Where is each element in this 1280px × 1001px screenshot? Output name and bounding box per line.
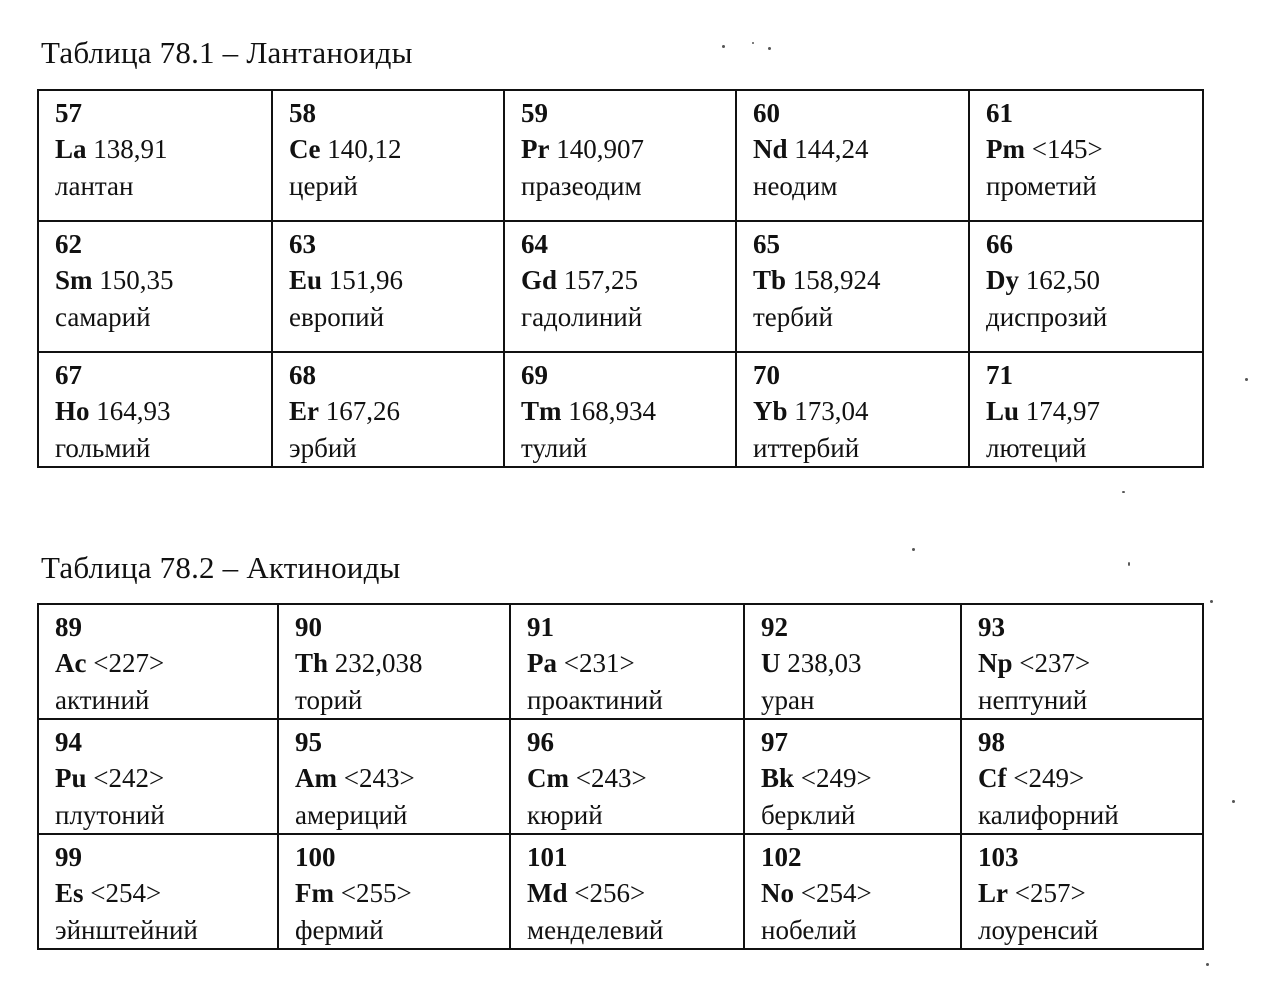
element-cell <box>38 834 278 949</box>
element-cell <box>736 221 969 352</box>
atomic-number: 68 <box>289 360 316 390</box>
symbol-mass-line <box>753 262 968 299</box>
element-name: лоуренсий <box>978 915 1099 945</box>
element-name: иттербий <box>753 433 860 463</box>
atomic-mass: 158,924 <box>792 265 881 295</box>
element-symbol: Sm <box>55 265 93 295</box>
element-cell <box>744 604 961 719</box>
element-name: берклий <box>761 800 856 830</box>
atomic-mass: <231> <box>563 648 635 678</box>
element-name: тулий <box>521 433 588 463</box>
symbol-mass-line <box>978 760 1202 797</box>
atomic-number: 63 <box>289 229 316 259</box>
scan-speck <box>1206 963 1209 966</box>
atomic-number: 92 <box>761 612 788 642</box>
atomic-mass: 140,907 <box>556 134 644 164</box>
element-symbol: Eu <box>289 265 323 295</box>
element-cell <box>969 352 1203 467</box>
element-symbol: Tb <box>753 265 787 295</box>
atomic-mass: 144,24 <box>794 134 869 164</box>
element-cell <box>38 90 272 221</box>
element-symbol: Pm <box>986 134 1025 164</box>
atomic-mass: <249> <box>800 763 872 793</box>
atomic-number: 102 <box>761 842 802 872</box>
element-name: фермий <box>295 915 384 945</box>
scan-speck <box>1210 600 1213 603</box>
atomic-mass: 174,97 <box>1025 396 1101 426</box>
atomic-number: 61 <box>986 98 1013 128</box>
element-symbol: Lr <box>978 878 1008 908</box>
element-name: эйнштейний <box>55 915 198 945</box>
element-symbol: Ho <box>55 396 90 426</box>
scan-speck <box>768 47 771 50</box>
element-name: америций <box>295 800 408 830</box>
atomic-mass: <255> <box>340 878 412 908</box>
symbol-mass-line <box>55 760 277 797</box>
atomic-number: 94 <box>55 727 82 757</box>
element-cell <box>736 90 969 221</box>
symbol-mass-line <box>55 645 277 682</box>
element-cell <box>272 221 504 352</box>
element-symbol: Ce <box>289 134 321 164</box>
element-name: кюрий <box>527 800 603 830</box>
element-cell <box>504 90 736 221</box>
actinides-table <box>37 603 1204 950</box>
atomic-mass: <237> <box>1019 648 1091 678</box>
symbol-mass-line <box>289 131 503 168</box>
element-cell <box>272 90 504 221</box>
atomic-mass: 168,934 <box>568 396 656 426</box>
table-row <box>38 221 1203 352</box>
symbol-mass-line <box>753 131 968 168</box>
atomic-mass: 173,04 <box>794 396 869 426</box>
symbol-mass-line <box>986 262 1202 299</box>
table-row <box>38 604 1203 719</box>
atomic-mass: <249> <box>1013 763 1085 793</box>
element-cell <box>38 221 272 352</box>
element-symbol: Yb <box>753 396 788 426</box>
atomic-number: 95 <box>295 727 322 757</box>
element-symbol: Am <box>295 763 337 793</box>
element-name: самарий <box>55 302 151 332</box>
atomic-number: 96 <box>527 727 554 757</box>
element-name: нобелий <box>761 915 857 945</box>
element-cell <box>504 352 736 467</box>
symbol-mass-line <box>761 760 960 797</box>
element-cell <box>736 352 969 467</box>
atomic-number: 66 <box>986 229 1013 259</box>
atomic-number: 58 <box>289 98 316 128</box>
atomic-number: 62 <box>55 229 82 259</box>
symbol-mass-line <box>978 645 1202 682</box>
element-symbol: Cm <box>527 763 569 793</box>
scan-speck <box>1122 491 1125 493</box>
atomic-mass: <243> <box>343 763 415 793</box>
atomic-mass: <256> <box>574 878 646 908</box>
symbol-mass-line <box>986 393 1202 430</box>
element-cell <box>961 719 1203 834</box>
table-row <box>38 834 1203 949</box>
element-symbol: Pu <box>55 763 87 793</box>
element-cell <box>969 90 1203 221</box>
atomic-number: 65 <box>753 229 780 259</box>
atomic-mass: 232,038 <box>334 648 423 678</box>
actinides-table-caption: Таблица 78.2 – Актиноиды <box>41 550 401 585</box>
atomic-mass: 164,93 <box>96 396 171 426</box>
symbol-mass-line <box>978 875 1202 912</box>
element-symbol: U <box>761 648 781 678</box>
element-name: гольмий <box>55 433 151 463</box>
symbol-mass-line <box>986 131 1202 168</box>
element-cell <box>38 604 278 719</box>
element-cell <box>969 221 1203 352</box>
lanthanides-table <box>37 89 1204 468</box>
symbol-mass-line <box>295 875 509 912</box>
scan-speck <box>1128 562 1130 566</box>
element-cell <box>510 604 744 719</box>
element-symbol: Tm <box>521 396 562 426</box>
element-cell <box>278 834 510 949</box>
element-symbol: Th <box>295 648 329 678</box>
atomic-number: 100 <box>295 842 336 872</box>
table-row <box>38 352 1203 467</box>
symbol-mass-line <box>527 645 743 682</box>
element-name: проактиний <box>527 685 663 715</box>
symbol-mass-line <box>521 393 735 430</box>
atomic-mass: 138,91 <box>93 134 168 164</box>
element-symbol: Dy <box>986 265 1019 295</box>
symbol-mass-line <box>289 393 503 430</box>
symbol-mass-line <box>55 393 271 430</box>
element-name: лантан <box>55 171 134 201</box>
element-symbol: Nd <box>753 134 788 164</box>
table-row <box>38 90 1203 221</box>
element-cell <box>510 834 744 949</box>
element-cell <box>38 352 272 467</box>
symbol-mass-line <box>521 131 735 168</box>
element-name: диспрозий <box>986 302 1108 332</box>
element-symbol: No <box>761 878 794 908</box>
atomic-number: 97 <box>761 727 788 757</box>
atomic-mass: 157,25 <box>563 265 639 295</box>
element-name: празеодим <box>521 171 642 201</box>
atomic-mass: 150,35 <box>99 265 174 295</box>
symbol-mass-line <box>289 262 503 299</box>
symbol-mass-line <box>55 875 277 912</box>
element-symbol: Pa <box>527 648 557 678</box>
atomic-number: 57 <box>55 98 82 128</box>
atomic-number: 71 <box>986 360 1013 390</box>
atomic-number: 70 <box>753 360 780 390</box>
element-symbol: Bk <box>761 763 795 793</box>
scan-speck <box>752 42 754 44</box>
element-name: неодим <box>753 171 838 201</box>
symbol-mass-line <box>295 760 509 797</box>
element-name: плутоний <box>55 800 165 830</box>
atomic-number: 69 <box>521 360 548 390</box>
atomic-number: 60 <box>753 98 780 128</box>
element-symbol: Md <box>527 878 568 908</box>
atomic-mass: <254> <box>800 878 872 908</box>
atomic-mass: <254> <box>90 878 162 908</box>
atomic-number: 89 <box>55 612 82 642</box>
scan-speck <box>1245 378 1248 381</box>
element-symbol: Ac <box>55 648 87 678</box>
element-cell <box>38 719 278 834</box>
element-cell <box>961 834 1203 949</box>
lanthanides-table-caption: Таблица 78.1 – Лантаноиды <box>41 35 413 70</box>
element-name: менделевий <box>527 915 664 945</box>
symbol-mass-line <box>761 875 960 912</box>
element-symbol: Fm <box>295 878 334 908</box>
atomic-number: 103 <box>978 842 1019 872</box>
symbol-mass-line <box>527 875 743 912</box>
symbol-mass-line <box>761 645 960 682</box>
element-name: эрбий <box>289 433 357 463</box>
lanthanides-table-body <box>38 90 1203 467</box>
element-cell <box>961 604 1203 719</box>
symbol-mass-line <box>753 393 968 430</box>
atomic-number: 67 <box>55 360 82 390</box>
symbol-mass-line <box>295 645 509 682</box>
atomic-mass: 238,03 <box>787 648 862 678</box>
atomic-number: 64 <box>521 229 548 259</box>
symbol-mass-line <box>55 131 271 168</box>
element-cell <box>510 719 744 834</box>
element-symbol: Gd <box>521 265 558 295</box>
element-cell <box>278 604 510 719</box>
element-cell <box>744 719 961 834</box>
element-name: торий <box>295 685 363 715</box>
element-symbol: Er <box>289 396 319 426</box>
element-cell <box>278 719 510 834</box>
atomic-mass: <227> <box>93 648 165 678</box>
atomic-mass: <145> <box>1031 134 1103 164</box>
element-name: церий <box>289 171 358 201</box>
atomic-mass: <257> <box>1014 878 1086 908</box>
symbol-mass-line <box>521 262 735 299</box>
atomic-mass: 162,50 <box>1025 265 1100 295</box>
atomic-mass: <242> <box>93 763 165 793</box>
atomic-mass: 151,96 <box>328 265 404 295</box>
element-symbol: Es <box>55 878 84 908</box>
element-cell <box>272 352 504 467</box>
element-symbol: Np <box>978 648 1013 678</box>
symbol-mass-line <box>55 262 271 299</box>
table-row <box>38 719 1203 834</box>
element-name: европий <box>289 302 385 332</box>
atomic-number: 59 <box>521 98 548 128</box>
element-symbol: Pr <box>521 134 550 164</box>
element-cell <box>744 834 961 949</box>
element-symbol: Cf <box>978 763 1007 793</box>
atomic-mass: 140,12 <box>327 134 402 164</box>
element-name: нептуний <box>978 685 1088 715</box>
atomic-number: 93 <box>978 612 1005 642</box>
actinides-table-body <box>38 604 1203 949</box>
element-name: прометий <box>986 171 1097 201</box>
atomic-mass: 167,26 <box>325 396 400 426</box>
atomic-number: 99 <box>55 842 82 872</box>
symbol-mass-line <box>527 760 743 797</box>
element-name: уран <box>761 685 815 715</box>
element-name: тербий <box>753 302 833 332</box>
element-name: калифорний <box>978 800 1119 830</box>
element-name: актиний <box>55 685 150 715</box>
scan-speck <box>912 548 915 551</box>
atomic-mass: <243> <box>575 763 647 793</box>
element-symbol: Lu <box>986 396 1020 426</box>
atomic-number: 91 <box>527 612 554 642</box>
element-symbol: La <box>55 134 87 164</box>
scan-speck <box>722 45 725 48</box>
atomic-number: 101 <box>527 842 568 872</box>
element-name: гадолиний <box>521 302 643 332</box>
atomic-number: 98 <box>978 727 1005 757</box>
element-cell <box>504 221 736 352</box>
scan-speck <box>1232 800 1235 803</box>
atomic-number: 90 <box>295 612 322 642</box>
element-name: лютеций <box>986 433 1087 463</box>
